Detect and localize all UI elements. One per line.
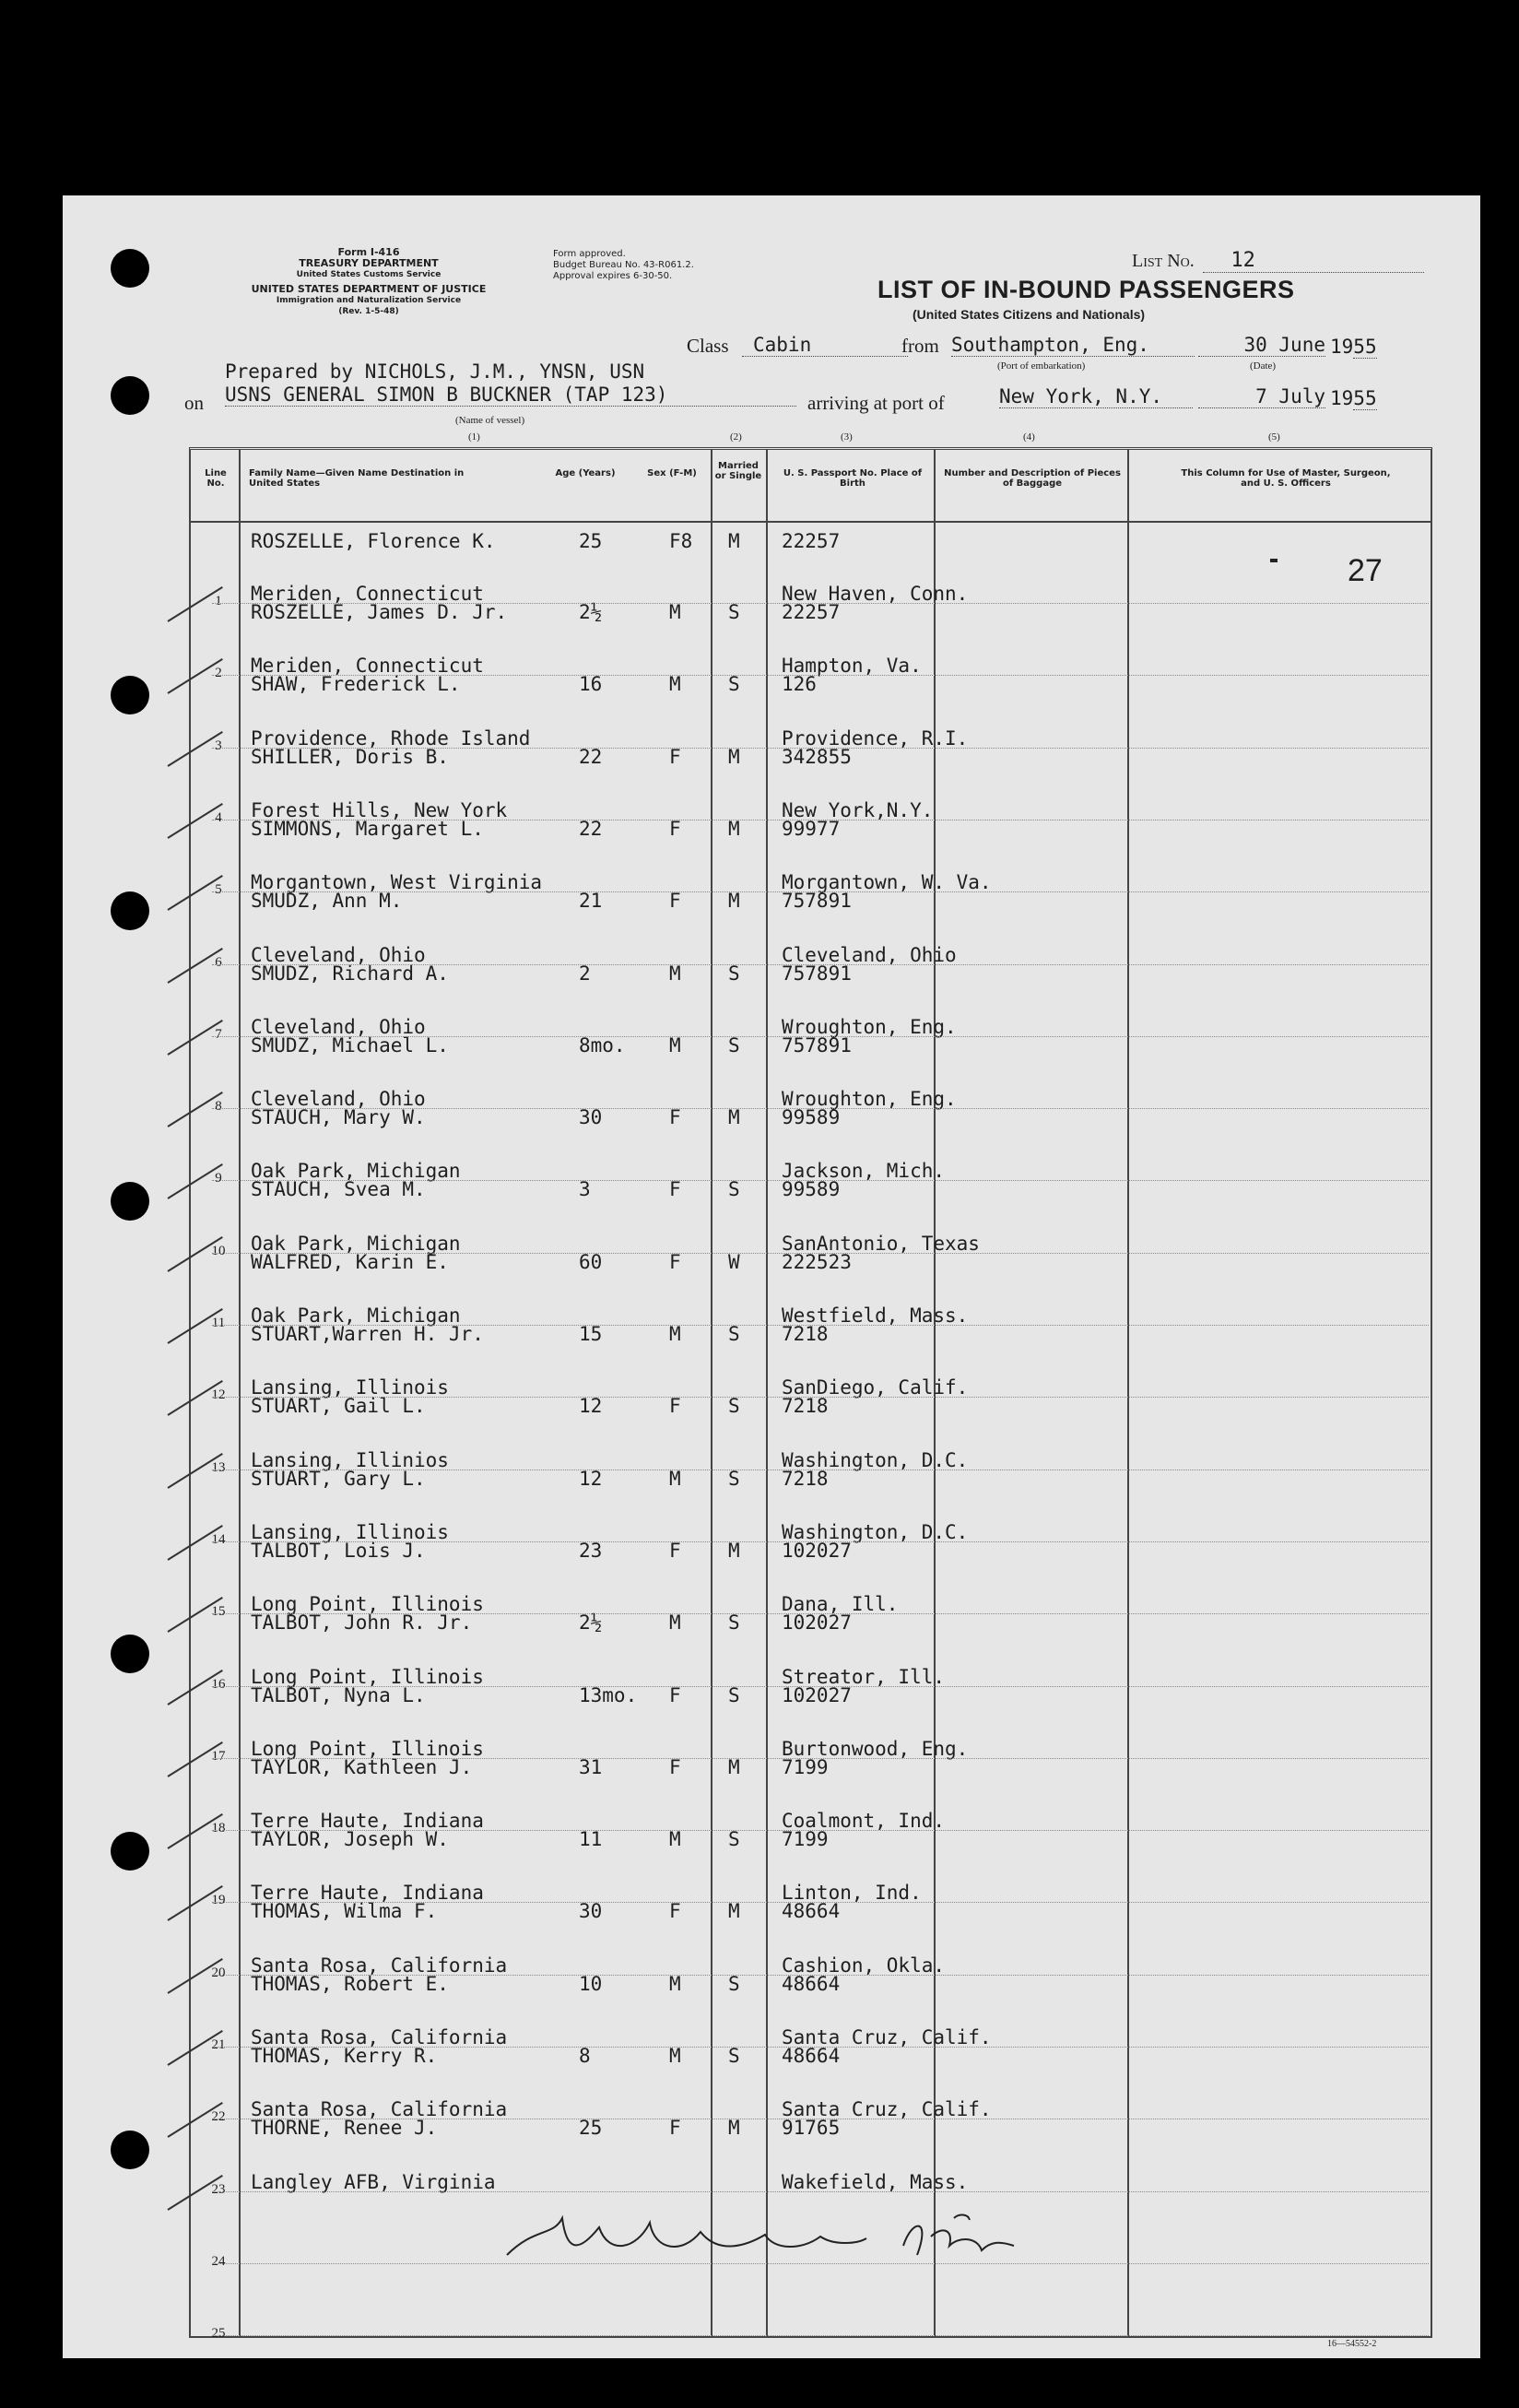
passenger-name: TALBOT, John R. Jr. xyxy=(251,1611,473,1635)
punch-hole xyxy=(111,891,149,930)
marital-status: M xyxy=(728,890,740,913)
col-divider xyxy=(766,450,768,2336)
passenger-name: ROSZELLE, James D. Jr. xyxy=(251,601,508,623)
first-entry-age: 25 xyxy=(579,530,603,552)
passenger-name: THOMAS, Kerry R. xyxy=(251,2045,438,2067)
destination: Long Point, Illinois xyxy=(251,1665,484,1688)
passport-number: 99589 xyxy=(782,1178,841,1201)
punch-hole xyxy=(111,376,149,415)
sex: M xyxy=(669,1323,681,1345)
destination: Oak Park, Michigan xyxy=(251,1232,461,1255)
destination: Meriden, Connecticut xyxy=(251,655,484,678)
destination: Cleveland, Ohio xyxy=(251,1088,426,1111)
birth-place: Westfield, Mass. xyxy=(782,1304,969,1327)
passport-number: 48664 xyxy=(782,2045,841,2067)
punch-hole xyxy=(111,2131,149,2169)
signature xyxy=(498,2200,1125,2277)
col-num-3: (3) xyxy=(841,431,853,443)
birth-place: Cashion, Okla. xyxy=(782,1954,946,1977)
passport-number: 102027 xyxy=(782,1683,852,1706)
destination: Oak Park, Michigan xyxy=(251,1304,461,1327)
sex: F xyxy=(669,817,681,840)
destination: Lansing, Illinois xyxy=(251,1520,449,1543)
line-number: 8 xyxy=(215,1099,222,1115)
row-rule xyxy=(212,1758,1429,1759)
col-num-1: (1) xyxy=(468,431,480,443)
line-number: 16 xyxy=(211,1676,226,1692)
line-number: 2 xyxy=(215,666,222,681)
row-rule xyxy=(212,1325,1429,1326)
marital-status: S xyxy=(728,1178,740,1201)
birth-place: SanAntonio, Texas xyxy=(782,1232,980,1255)
punch-hole xyxy=(111,1635,149,1673)
list-no-label: List No. xyxy=(1132,251,1195,271)
row-rule xyxy=(212,2191,1429,2192)
birth-place: Linton, Ind. xyxy=(782,1882,922,1905)
on-label: on xyxy=(184,392,204,414)
line-number: 7 xyxy=(215,1026,222,1042)
departure-year xyxy=(1330,336,1377,358)
age: 2½ xyxy=(579,601,603,623)
passenger-name: TAYLOR, Kathleen J. xyxy=(251,1755,473,1778)
officer-annotation: 27 xyxy=(1348,553,1383,588)
birth-place: Morgantown, W. Va. xyxy=(782,871,992,894)
col-name: Family Name—Given Name Destination in United States xyxy=(249,468,465,489)
line-number: 3 xyxy=(215,738,222,753)
row-rule xyxy=(212,1830,1429,1831)
sex: F xyxy=(669,1395,681,1418)
departure-year-prefix: 19 xyxy=(1330,336,1354,358)
marital-status: S xyxy=(728,1033,740,1056)
first-entry-passport: 22257 xyxy=(782,530,841,552)
passenger-name: WALFRED, Karin E. xyxy=(251,1250,449,1273)
age: 60 xyxy=(579,1250,603,1273)
passport-number: 99977 xyxy=(782,817,841,840)
birth-place: Coalmont, Ind. xyxy=(782,1810,946,1833)
vessel-name: USNS GENERAL SIMON B BUCKNER (TAP 123) xyxy=(225,384,796,407)
row-rule xyxy=(212,1108,1429,1109)
list-number xyxy=(1132,249,1427,273)
passport-number: 22257 xyxy=(782,601,841,623)
destination: Providence, Rhode Island xyxy=(251,726,531,750)
departure-date: 30 June xyxy=(1198,334,1325,357)
customs-service: United States Customs Service xyxy=(296,270,442,279)
age: 2 xyxy=(579,962,591,985)
first-entry-marital: M xyxy=(728,530,740,552)
sex: M xyxy=(669,673,681,696)
passport-number: 102027 xyxy=(782,1611,852,1635)
line-number: 11 xyxy=(211,1316,226,1330)
passport-number: 757891 xyxy=(782,890,852,913)
form-number: Form I-416 xyxy=(337,246,400,258)
sex: F xyxy=(669,1755,681,1778)
age: 3 xyxy=(579,1178,591,1201)
punch-hole xyxy=(111,249,149,288)
marital-status: S xyxy=(728,1395,740,1418)
birth-place: Streator, Ill. xyxy=(782,1665,946,1688)
age: 12 xyxy=(579,1395,603,1418)
birth-place: New York,N.Y. xyxy=(782,798,934,821)
age: 25 xyxy=(579,2117,603,2140)
annotation-dash xyxy=(1270,559,1278,562)
passenger-name: STAUCH, Mary W. xyxy=(251,1106,426,1129)
justice-department: UNITED STATES DEPARTMENT OF JUSTICE xyxy=(251,283,487,295)
department-block xyxy=(184,247,553,317)
arrival-year-value: 55 xyxy=(1353,387,1377,409)
list-no-value: 12 xyxy=(1203,249,1424,273)
sex: M xyxy=(669,1033,681,1056)
destination: Santa Rosa, California xyxy=(251,2098,508,2121)
arrival-year xyxy=(1330,387,1377,409)
passenger-name: TALBOT, Nyna L. xyxy=(251,1683,426,1706)
row-rule xyxy=(212,1253,1429,1254)
col-married: Married or Single xyxy=(714,461,762,481)
marital-status: M xyxy=(728,1539,740,1562)
line-number: 24 xyxy=(211,2253,226,2269)
age: 11 xyxy=(579,1828,603,1851)
marital-status: M xyxy=(728,1106,740,1129)
punch-hole xyxy=(111,676,149,714)
line-number: 5 xyxy=(215,882,222,898)
sex: F xyxy=(669,1178,681,1201)
passenger-name: STUART, Gary L. xyxy=(251,1467,426,1490)
page-subtitle: (United States Citizens and Nationals) xyxy=(913,307,1146,322)
passport-number: 7218 xyxy=(782,1395,829,1418)
destination: Meriden, Connecticut xyxy=(251,583,484,605)
arriving-label: arriving at port of xyxy=(807,392,945,414)
class-value: Cabin xyxy=(742,334,908,357)
age: 10 xyxy=(579,1972,603,1995)
marital-status: S xyxy=(728,1467,740,1490)
punch-hole xyxy=(111,1182,149,1221)
passport-number: 222523 xyxy=(782,1250,852,1273)
col-passport: U. S. Passport No. Place of Birth xyxy=(783,468,923,489)
destination: Lansing, Illinios xyxy=(251,1448,449,1471)
destination: Lansing, Illinois xyxy=(251,1376,449,1399)
col-baggage: Number and Description of Pieces of Baggage xyxy=(944,468,1121,489)
line-number: 19 xyxy=(211,1893,226,1908)
birth-place: SanDiego, Calif. xyxy=(782,1376,969,1399)
passenger-name: SMUDZ, Michael L. xyxy=(251,1033,449,1056)
destination: Langley AFB, Virginia xyxy=(251,2170,496,2193)
marital-status: M xyxy=(728,745,740,768)
marital-status: W xyxy=(728,1250,740,1273)
line-number: 10 xyxy=(211,1243,226,1258)
footer-code: 16—54552-2 xyxy=(1327,2339,1377,2349)
line-number: 25 xyxy=(211,2326,226,2342)
passport-number: 48664 xyxy=(782,1972,841,1995)
sex: F xyxy=(669,1106,681,1129)
sex: F xyxy=(669,1683,681,1706)
passport-number: 48664 xyxy=(782,1900,841,1923)
birth-place: Santa Cruz, Calif. xyxy=(782,2098,992,2121)
approval-line-1: Form approved. xyxy=(553,249,626,259)
birth-place: Hampton, Va. xyxy=(782,655,922,678)
row-rule xyxy=(212,1397,1429,1398)
age: 31 xyxy=(579,1755,603,1778)
passport-number: 99589 xyxy=(782,1106,841,1129)
sex: M xyxy=(669,2045,681,2067)
col-num-4: (4) xyxy=(1023,431,1035,443)
sex: F xyxy=(669,890,681,913)
sex: F xyxy=(669,2117,681,2140)
passenger-name: STAUCH, Svea M. xyxy=(251,1178,426,1201)
row-rule xyxy=(212,964,1429,965)
birth-place: Wakefield, Mass. xyxy=(782,2170,969,2193)
birth-place: Providence, R.I. xyxy=(782,726,969,750)
first-entry-name: ROSZELLE, Florence K. xyxy=(251,530,496,552)
embarkation-port: Southampton, Eng. xyxy=(951,334,1195,357)
line-number: 9 xyxy=(215,1171,222,1186)
destination: Morgantown, West Virginia xyxy=(251,871,543,894)
row-rule xyxy=(212,675,1429,676)
marital-status: S xyxy=(728,2045,740,2067)
destination: Forest Hills, New York xyxy=(251,798,508,821)
sex: M xyxy=(669,1972,681,1995)
sex: M xyxy=(669,1611,681,1635)
first-entry-sex: F8 xyxy=(669,530,693,552)
age: 13mo. xyxy=(579,1683,638,1706)
passenger-name: TALBOT, Lois J. xyxy=(251,1539,426,1562)
row-rule xyxy=(212,603,1429,604)
vessel-caption: (Name of vessel) xyxy=(455,415,525,426)
marital-status: M xyxy=(728,1755,740,1778)
destination: Santa Rosa, California xyxy=(251,1954,508,1977)
marital-status: S xyxy=(728,1828,740,1851)
row-rule xyxy=(212,1541,1429,1542)
birth-place: Dana, Ill. xyxy=(782,1593,899,1616)
marital-status: S xyxy=(728,1611,740,1635)
col-num-2: (2) xyxy=(730,431,742,443)
birth-place: Cleveland, Ohio xyxy=(782,943,957,966)
birth-place: Washington, D.C. xyxy=(782,1448,969,1471)
row-rule xyxy=(212,2047,1429,2048)
age: 22 xyxy=(579,745,603,768)
passport-number: 7199 xyxy=(782,1828,829,1851)
date-caption: (Date) xyxy=(1250,360,1277,372)
passenger-name: THOMAS, Wilma F. xyxy=(251,1900,438,1923)
age: 22 xyxy=(579,817,603,840)
birth-place: Wroughton, Eng. xyxy=(782,1015,957,1038)
header-rule xyxy=(189,521,1431,523)
birth-place: Jackson, Mich. xyxy=(782,1160,946,1183)
class-label: Class xyxy=(687,335,729,357)
punch-hole xyxy=(111,1832,149,1871)
embarkation-caption: (Port of embarkation) xyxy=(997,360,1086,372)
signature-svg xyxy=(498,2200,1125,2273)
age: 15 xyxy=(579,1323,603,1345)
passport-number: 342855 xyxy=(782,745,852,768)
line-number: 14 xyxy=(211,1531,226,1547)
prepared-by: Prepared by NICHOLS, J.M., YNSN, USN xyxy=(225,360,645,383)
immigration-service: Immigration and Naturalization Service xyxy=(276,296,462,305)
line-number: 23 xyxy=(211,2181,226,2197)
sex: F xyxy=(669,1900,681,1923)
passport-number: 757891 xyxy=(782,1033,852,1056)
row-rule xyxy=(212,1902,1429,1903)
row-rule xyxy=(212,2335,1429,2336)
col-divider xyxy=(1127,450,1129,2336)
passenger-name: SHILLER, Doris B. xyxy=(251,745,449,768)
marital-status: S xyxy=(728,601,740,623)
line-number: 21 xyxy=(211,2037,226,2052)
age: 12 xyxy=(579,1467,603,1490)
passport-number: 757891 xyxy=(782,962,852,985)
marital-status: S xyxy=(728,962,740,985)
col-num-5: (5) xyxy=(1268,431,1280,443)
sex: F xyxy=(669,1539,681,1562)
row-rule xyxy=(212,748,1429,749)
passport-number: 91765 xyxy=(782,2117,841,2140)
passport-number: 7218 xyxy=(782,1467,829,1490)
passenger-name: SHAW, Frederick L. xyxy=(251,673,461,696)
row-rule xyxy=(212,1975,1429,1976)
age: 30 xyxy=(579,1106,603,1129)
destination: Oak Park, Michigan xyxy=(251,1160,461,1183)
birth-place: Santa Cruz, Calif. xyxy=(782,2026,992,2048)
passenger-name: THORNE, Renee J. xyxy=(251,2117,438,2140)
birth-place: Wroughton, Eng. xyxy=(782,1088,957,1111)
destination: Santa Rosa, California xyxy=(251,2026,508,2048)
age: 8mo. xyxy=(579,1033,626,1056)
marital-status: M xyxy=(728,1900,740,1923)
line-number: 22 xyxy=(211,2109,226,2125)
birth-place: Burtonwood, Eng. xyxy=(782,1737,969,1760)
passenger-name: SMUDZ, Ann M. xyxy=(251,890,403,913)
passport-number: 7199 xyxy=(782,1755,829,1778)
passenger-name: TAYLOR, Joseph W. xyxy=(251,1828,449,1851)
arrival-year-prefix: 19 xyxy=(1330,387,1354,409)
line-number: 13 xyxy=(211,1459,226,1475)
revision-date: (Rev. 1-5-48) xyxy=(338,307,399,316)
age: 21 xyxy=(579,890,603,913)
age: 2½ xyxy=(579,1611,603,1635)
passenger-name: SIMMONS, Margaret L. xyxy=(251,817,484,840)
age: 23 xyxy=(579,1539,603,1562)
age: 8 xyxy=(579,2045,591,2067)
passenger-name: THOMAS, Robert E. xyxy=(251,1972,449,1995)
arrival-date: 7 July xyxy=(1198,385,1325,408)
sex: M xyxy=(669,601,681,623)
passenger-name: STUART, Gail L. xyxy=(251,1395,426,1418)
marital-status: M xyxy=(728,817,740,840)
destination: Terre Haute, Indiana xyxy=(251,1882,484,1905)
line-number: 6 xyxy=(215,954,222,970)
line-number: 12 xyxy=(211,1387,226,1403)
col-line: Line No. xyxy=(205,468,227,489)
destination: Cleveland, Ohio xyxy=(251,943,426,966)
row-rule xyxy=(212,1686,1429,1687)
marital-status: S xyxy=(728,1323,740,1345)
destination: Terre Haute, Indiana xyxy=(251,1810,484,1833)
line-number: 15 xyxy=(211,1604,226,1620)
arrival-port: New York, N.Y. xyxy=(999,385,1193,408)
row-rule xyxy=(212,1180,1429,1181)
approval-line-3: Approval expires 6-30-50. xyxy=(553,271,673,281)
line-number: 4 xyxy=(215,809,222,825)
col-age: Age (Years) xyxy=(555,468,616,478)
line-number: 18 xyxy=(211,1821,226,1836)
marital-status: M xyxy=(728,2117,740,2140)
destination: Cleveland, Ohio xyxy=(251,1015,426,1038)
row-rule xyxy=(212,1036,1429,1037)
from-label: from xyxy=(901,335,939,357)
age: 16 xyxy=(579,673,603,696)
passenger-name: SMUDZ, Richard A. xyxy=(251,962,449,985)
col-officers: This Column for Use of Master, Surgeon, and U. S. Officers xyxy=(1181,468,1391,489)
departure-year-value: 55 xyxy=(1353,336,1377,358)
sex: M xyxy=(669,1467,681,1490)
destination: Long Point, Illinois xyxy=(251,1737,484,1760)
sex: M xyxy=(669,1828,681,1851)
sex: F xyxy=(669,1250,681,1273)
birth-place: Washington, D.C. xyxy=(782,1520,969,1543)
col-sex: Sex (F-M) xyxy=(647,468,697,478)
row-rule xyxy=(212,1613,1429,1614)
line-number: 20 xyxy=(211,1965,226,1980)
passport-number: 126 xyxy=(782,673,817,696)
row-rule xyxy=(212,891,1429,892)
col-divider xyxy=(711,450,712,2336)
passport-number: 102027 xyxy=(782,1539,852,1562)
treasury-department: TREASURY DEPARTMENT xyxy=(299,257,439,269)
col-divider xyxy=(239,450,241,2336)
page-title: LIST OF IN-BOUND PASSENGERS xyxy=(877,276,1295,303)
approval-block xyxy=(553,249,694,282)
line-number: 17 xyxy=(211,1748,226,1764)
age: 30 xyxy=(579,1900,603,1923)
line-number: 1 xyxy=(215,594,222,608)
birth-place: New Haven, Conn. xyxy=(782,583,969,605)
sex: F xyxy=(669,745,681,768)
passenger-name: STUART,Warren H. Jr. xyxy=(251,1323,484,1345)
marital-status: S xyxy=(728,1683,740,1706)
destination: Long Point, Illinois xyxy=(251,1593,484,1616)
marital-status: S xyxy=(728,1972,740,1995)
passport-number: 7218 xyxy=(782,1323,829,1345)
sex: M xyxy=(669,962,681,985)
marital-status: S xyxy=(728,673,740,696)
approval-line-2: Budget Bureau No. 43-R061.2. xyxy=(553,260,694,270)
